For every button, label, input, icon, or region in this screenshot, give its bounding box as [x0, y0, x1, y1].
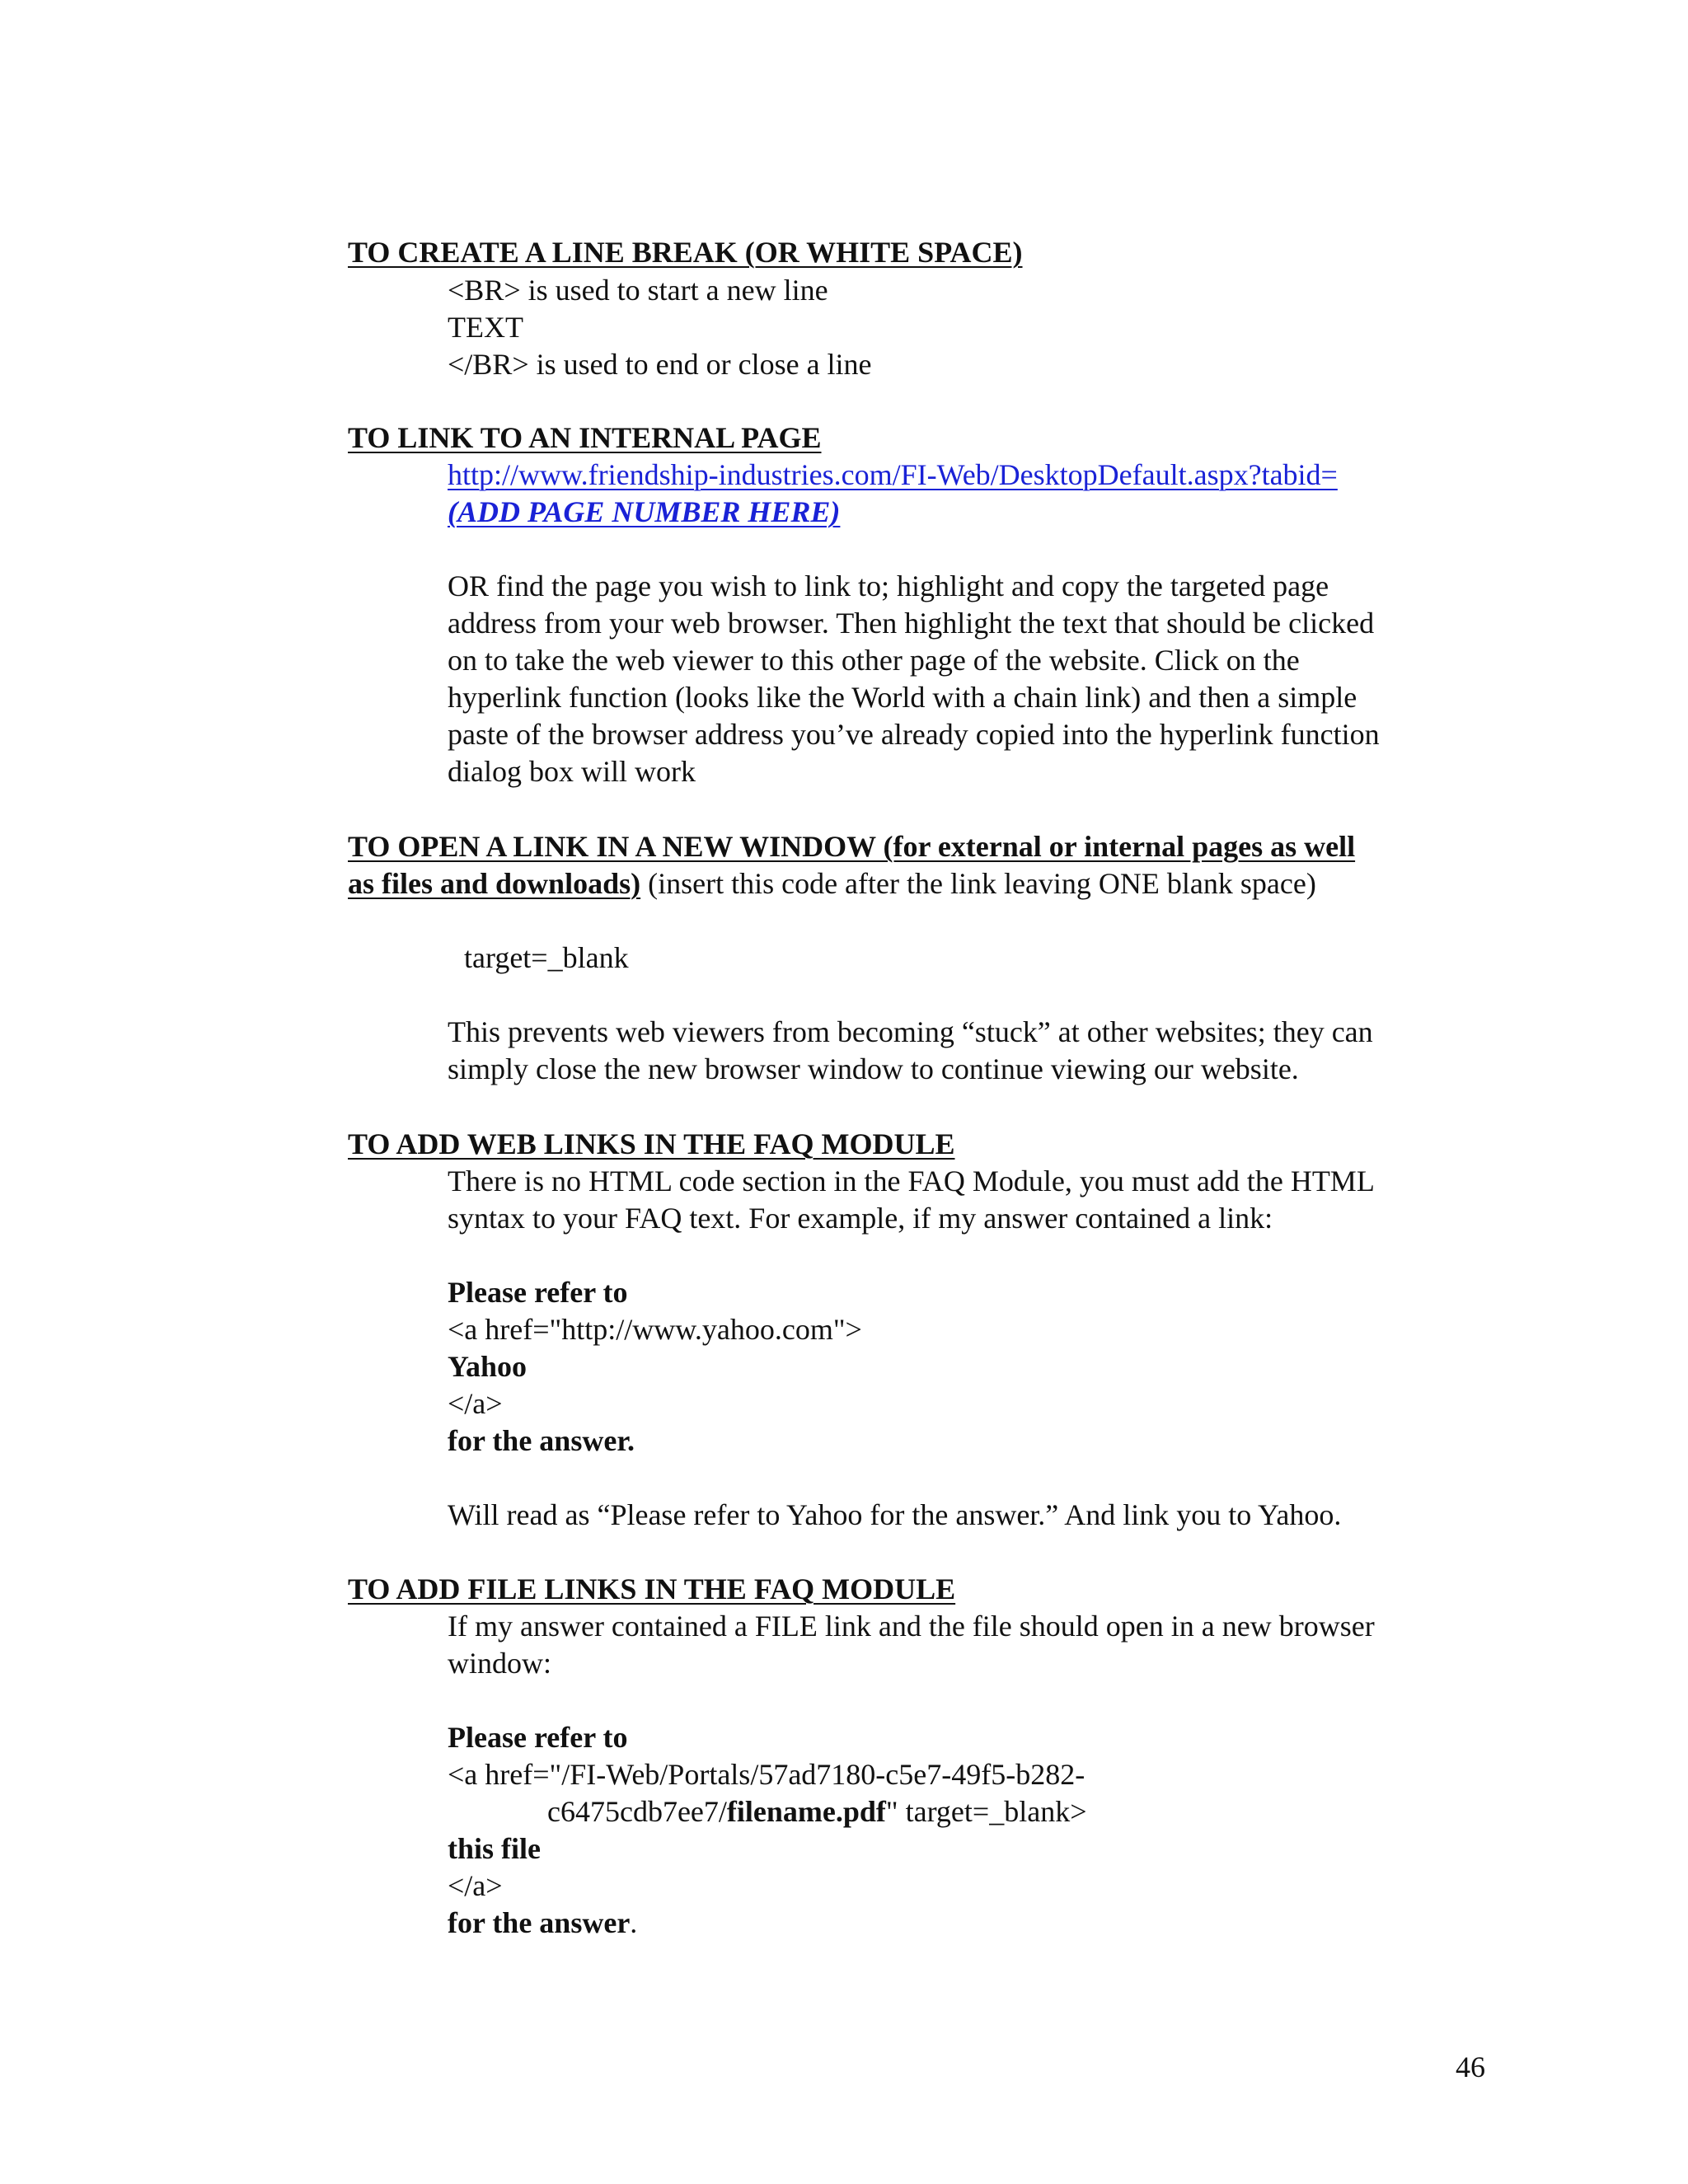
paragraph-line: OR find the page you wish to link to; highlight and copy the targeted page	[448, 569, 1329, 602]
paragraph-line: This prevents web viewers from becoming “stuck” at other websites; they can	[448, 1015, 1373, 1048]
paragraph-line: paste of the browser address you’ve already copied into the hyperlink function	[448, 718, 1380, 751]
example-refer-text: Please refer to	[448, 1276, 628, 1309]
example-answer-period: .	[630, 1906, 638, 1939]
example-answer-text: for the answer	[448, 1906, 631, 1939]
paragraph-line: address from your web browser. Then highlight the text that should be clicked	[448, 607, 1375, 640]
target-blank-code: target=_blank	[464, 941, 629, 974]
heading-new-window-line-2: as files and downloads)	[348, 867, 641, 900]
paragraph-line: window:	[448, 1647, 551, 1680]
example-href-code-line-2	[448, 1793, 1503, 1830]
paragraph-line: syntax to your FAQ text. For example, if my answer contained a link:	[448, 1202, 1273, 1235]
internal-link-body	[448, 457, 1503, 531]
faq-file-intro	[448, 1608, 1503, 1682]
paragraph-line: dialog box will work	[448, 755, 696, 788]
href-path-part: c6475cdb7ee7/	[547, 1795, 727, 1828]
example-href-code-line-1: <a href="/FI-Web/Portals/57ad7180-c5e7-49f5-b282-	[448, 1758, 1085, 1791]
paragraph-line: simply close the new browser window to continue viewing our website.	[448, 1052, 1299, 1085]
href-filename: filename.pdf	[726, 1795, 886, 1828]
new-window-paragraph	[448, 1014, 1503, 1088]
new-window-instruction: (insert this code after the link leaving ONE blank space)	[640, 867, 1316, 900]
heading-new-window	[348, 828, 1502, 902]
internal-page-url-link[interactable]: http://www.friendship-industries.com/FI-Web/DesktopDefault.aspx?tabid=	[448, 458, 1338, 491]
line-break-body	[448, 272, 1503, 383]
paragraph-line: hyperlink function (looks like the World with a chain link) and then a simple	[448, 681, 1357, 714]
heading-faq-file-links: TO ADD FILE LINKS IN THE FAQ MODULE	[348, 1572, 956, 1605]
line-break-line-2: TEXT	[448, 311, 523, 344]
add-page-number-link[interactable]: (ADD PAGE NUMBER HERE)	[448, 495, 841, 528]
line-break-line-3: </BR> is used to end or close a line	[448, 348, 872, 381]
internal-link-paragraph	[448, 568, 1503, 790]
paragraph-line: on to take the web viewer to this other page of the website. Click on the	[448, 644, 1300, 677]
faq-web-result: Will read as “Please refer to Yahoo for the answer.” And link you to Yahoo.	[448, 1498, 1342, 1531]
example-close-tag: </a>	[448, 1387, 503, 1420]
example-link-text: this file	[448, 1832, 541, 1865]
heading-internal-link: TO LINK TO AN INTERNAL PAGE	[348, 421, 822, 454]
line-break-line-1: <BR> is used to start a new line	[448, 274, 828, 307]
heading-faq-web-links: TO ADD WEB LINKS IN THE FAQ MODULE	[348, 1127, 955, 1160]
faq-web-intro	[448, 1163, 1503, 1237]
heading-new-window-line-1: TO OPEN A LINK IN A NEW WINDOW (for external or internal pages as well	[348, 830, 1356, 863]
example-answer-text: for the answer.	[448, 1424, 635, 1457]
paragraph-line: If my answer contained a FILE link and the file should open in a new browser	[448, 1610, 1375, 1643]
paragraph-line: There is no HTML code section in the FAQ Module, you must add the HTML	[448, 1165, 1375, 1197]
heading-line-break: TO CREATE A LINE BREAK (OR WHITE SPACE)	[348, 236, 1023, 269]
example-link-text: Yahoo	[448, 1350, 528, 1383]
example-refer-text: Please refer to	[448, 1721, 628, 1754]
faq-web-example	[448, 1274, 1503, 1460]
example-close-tag: </a>	[448, 1869, 503, 1902]
faq-file-example	[448, 1719, 1503, 1942]
example-href-code: <a href="http://www.yahoo.com">	[448, 1313, 862, 1346]
page-number: 46	[1456, 2050, 1485, 2083]
href-target-part: " target=_blank>	[885, 1795, 1087, 1828]
